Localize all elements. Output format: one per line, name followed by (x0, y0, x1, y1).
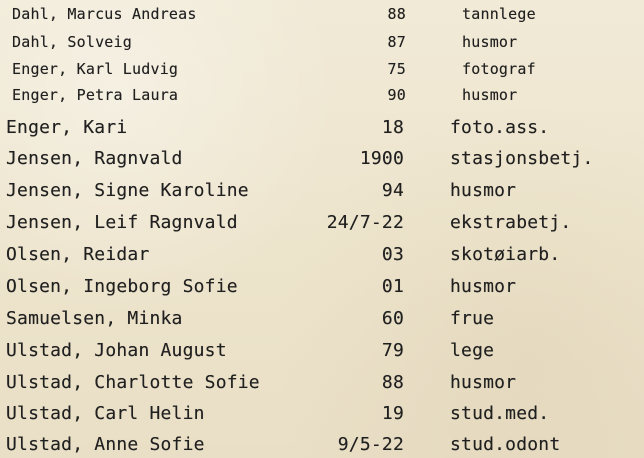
record-value: 94 (381, 180, 404, 201)
list-item (0, 35, 644, 63)
occupation: husmor (462, 33, 518, 51)
list-item (0, 119, 644, 147)
person-name: Ulstad, Charlotte Sofie (6, 372, 260, 393)
occupation: husmor (462, 86, 518, 104)
list-item (0, 436, 644, 458)
record-value: 90 (387, 86, 406, 104)
list-item (0, 374, 644, 402)
record-value: 24/7-22 (326, 212, 404, 233)
occupation: skotøiarb. (450, 244, 561, 265)
occupation: husmor (450, 372, 517, 393)
person-name: Enger, Karl Ludvig (12, 60, 179, 78)
person-name: Enger, Kari (6, 117, 128, 138)
person-name: Samuelsen, Minka (6, 308, 183, 329)
person-name: Jensen, Ragnvald (6, 148, 183, 169)
occupation: foto.ass. (450, 117, 550, 138)
list-item (0, 342, 644, 370)
person-name: Enger, Petra Laura (12, 86, 179, 104)
occupation: lege (450, 340, 495, 361)
record-value: 1900 (359, 148, 404, 169)
person-name: Jensen, Signe Karoline (6, 180, 249, 201)
record-value: 88 (387, 5, 406, 23)
record-value: 19 (381, 403, 404, 424)
list-item (0, 246, 644, 274)
record-value: 01 (381, 276, 404, 297)
occupation: ekstrabetj. (450, 212, 572, 233)
list-item (0, 7, 644, 35)
record-value: 88 (381, 372, 404, 393)
person-name: Ulstad, Anne Sofie (6, 434, 205, 455)
person-name: Olsen, Ingeborg Sofie (6, 276, 238, 297)
list-item (0, 278, 644, 306)
record-value: 60 (381, 308, 404, 329)
occupation: husmor (450, 180, 517, 201)
list-item (0, 214, 644, 242)
list-item (0, 182, 644, 210)
occupation: husmor (450, 276, 517, 297)
occupation: stud.odont (450, 434, 561, 455)
occupation: tannlege (462, 5, 536, 23)
record-value: 9/5-22 (337, 434, 404, 455)
occupation: stud.med. (450, 403, 550, 424)
occupation: fotograf (462, 60, 536, 78)
person-name: Olsen, Reidar (6, 244, 150, 265)
list-item (0, 150, 644, 178)
occupation: stasjonsbetj. (450, 148, 594, 169)
record-value: 75 (387, 60, 406, 78)
record-value: 79 (381, 340, 404, 361)
record-value: 03 (381, 244, 404, 265)
person-name: Dahl, Solveig (12, 33, 132, 51)
person-name: Jensen, Leif Ragnvald (6, 212, 238, 233)
person-name: Ulstad, Carl Helin (6, 403, 205, 424)
list-item (0, 88, 644, 116)
record-value: 18 (381, 117, 404, 138)
person-name: Dahl, Marcus Andreas (12, 5, 197, 23)
list-item (0, 405, 644, 433)
person-name: Ulstad, Johan August (6, 340, 227, 361)
list-item (0, 310, 644, 338)
occupation: frue (450, 308, 495, 329)
record-value: 87 (387, 33, 406, 51)
